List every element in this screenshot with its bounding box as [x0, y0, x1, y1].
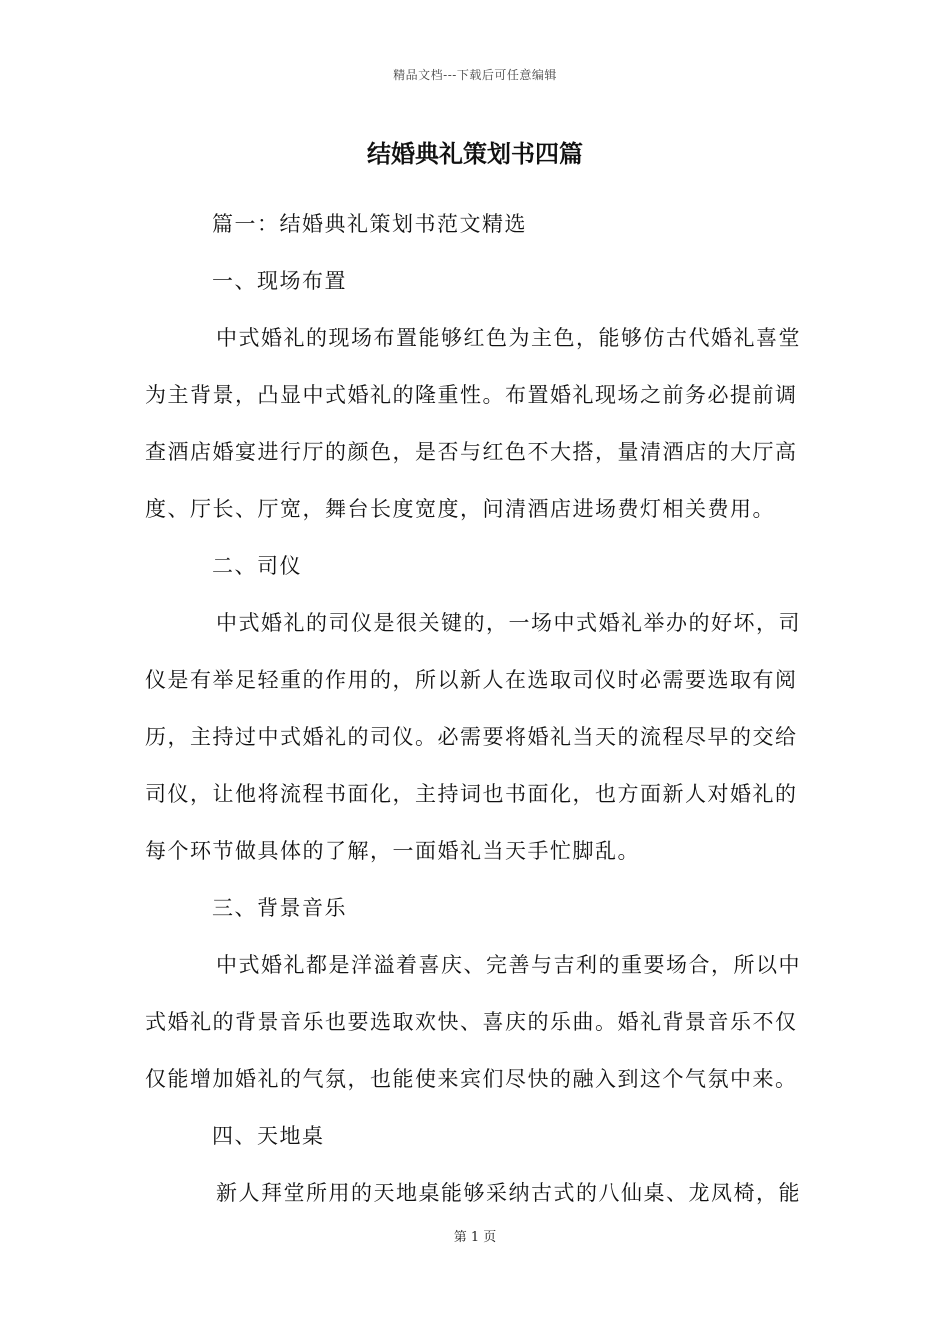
paragraph-line: 三、背景音乐 — [212, 896, 347, 920]
paragraph-line: 仅能增加婚礼的气氛，也能使来宾们尽快的融入到这个气氛中来。 — [145, 1067, 798, 1091]
paragraph-line: 历，主持过中式婚礼的司仪。必需要将婚礼当天的流程尽早的交给 — [145, 725, 798, 749]
paragraph-line: 一、现场布置 — [212, 269, 347, 293]
paragraph-line: 仪是有举足轻重的作用的，所以新人在选取司仪时必需要选取有阅 — [145, 668, 798, 692]
paragraph-line: 中式婚礼都是洋溢着喜庆、完善与吉利的重要场合，所以中 — [216, 953, 801, 977]
paragraph-line: 司仪，让他将流程书面化，主持词也书面化，也方面新人对婚礼的 — [145, 782, 798, 806]
page-header: 精品文档---下载后可任意编辑 — [393, 68, 557, 82]
paragraph-line: 中式婚礼的现场布置能够红色为主色，能够仿古代婚礼喜堂 — [216, 326, 801, 350]
paragraph-line: 式婚礼的背景音乐也要选取欢快、喜庆的乐曲。婚礼背景音乐不仅 — [145, 1010, 798, 1034]
paragraph-line: 二、司仪 — [212, 554, 302, 578]
document-title: 结婚典礼策划书四篇 — [367, 139, 583, 168]
document-body — [145, 196, 807, 1222]
paragraph-line: 篇一：结婚典礼策划书范文精选 — [212, 212, 527, 236]
paragraph-line: 为主背景，凸显中式婚礼的隆重性。布置婚礼现场之前务必提前调 — [145, 383, 798, 407]
page-number: 第 1 页 — [453, 1230, 497, 1245]
paragraph-line: 每个环节做具体的了解，一面婚礼当天手忙脚乱。 — [145, 839, 640, 863]
paragraph-line: 度、厅长、厅宽，舞台长度宽度，问清酒店进场费灯相关费用。 — [145, 497, 775, 521]
paragraph-line: 查酒店婚宴进行厅的颜色，是否与红色不大搭，量清酒店的大厅高 — [145, 440, 798, 464]
paragraph-line: 四、天地桌 — [212, 1124, 325, 1148]
paragraph-line: 新人拜堂所用的天地桌能够采纳古式的八仙桌、龙凤椅，能 — [216, 1181, 801, 1205]
paragraph-line: 中式婚礼的司仪是很关键的，一场中式婚礼举办的好坏，司 — [216, 611, 801, 635]
